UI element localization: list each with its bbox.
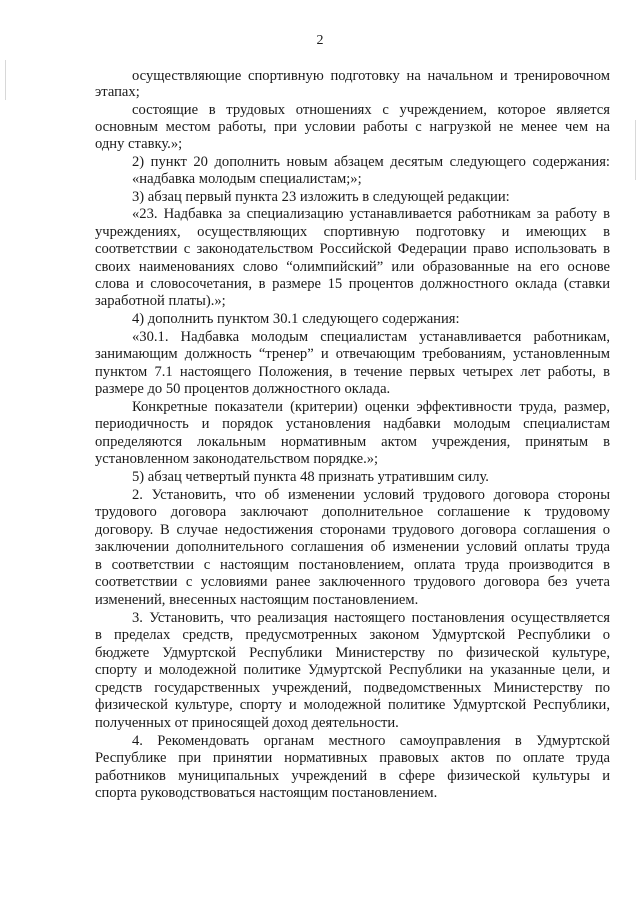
text-line: 4) дополнить пунктом 30.1 следующего содержания:: [132, 311, 460, 327]
text-line: заключении дополнительного соглашения об изменении условий оплаты труда: [95, 539, 610, 555]
text-line: учреждениях, осуществляющих спортивную подготовку и имеющих в: [95, 224, 610, 240]
text-line: физической культуре, спорту и молодежной политике Удмуртской Республики,: [95, 697, 610, 713]
text-line: работников муниципальных учреждений в сфере физической культуры и: [95, 768, 610, 784]
text-line: договору. В случае недостижения сторонами трудового договора соглашения о: [95, 522, 610, 538]
text-line: пунктом 7.1 настоящего Положения, в течение первых четырех лет работы, в: [95, 364, 610, 380]
text-line: «23. Надбавка за специализацию устанавливается работникам за работу в: [132, 206, 610, 222]
text-line: периодичность и порядок установления надбавки молодым специалистам: [95, 416, 610, 432]
text-line: Республике при принятии нормативных правовых актов по оплате труда: [95, 750, 610, 766]
text-line: в пределах средств, предусмотренных законом Удмуртской Республики о: [95, 627, 610, 643]
scan-artifact: [635, 120, 636, 180]
text-line: в соответствии с настоящим постановлением, оплата труда производится в: [95, 557, 610, 573]
text-line: спорту и молодежной политике Удмуртской Республики на указанные цели, и: [95, 662, 610, 678]
text-line: соответствии с условиями ранее заключенного трудового договора без учета: [95, 574, 610, 590]
text-line: полученных от приносящей доход деятельности.: [95, 715, 399, 731]
text-line: соответствии с законодательством Российской Федерации право использовать в: [95, 241, 610, 257]
text-line: 3) абзац первый пункта 23 изложить в следующей редакции:: [132, 189, 510, 205]
text-line: установленном законодательством порядке.»;: [95, 451, 379, 467]
text-line: этапах;: [95, 84, 140, 100]
text-line: своих наименованиях слово “олимпийский” или образованные на его основе: [95, 259, 610, 275]
text-line: определяются локальным нормативным актом учреждения, принятым в: [95, 434, 610, 450]
text-line: осуществляющие спортивную подготовку на начальном и тренировочном: [132, 68, 610, 84]
text-line: основным местом работы, при условии работы с нагрузкой не менее чем на: [95, 119, 610, 135]
text-line: одну ставку.»;: [95, 136, 183, 152]
text-line: 5) абзац четвертый пункта 48 признать утратившим силу.: [132, 469, 489, 485]
text-line: размере до 50 процентов должностного оклада.: [95, 381, 391, 397]
text-line: Конкретные показатели (критерии) оценки эффективности труда, размер,: [132, 399, 610, 415]
text-line: трудового договора заключают дополнительное соглашение к трудовому: [95, 504, 610, 520]
text-line: 3. Установить, что реализация настоящего постановления осуществляется: [132, 610, 610, 626]
text-line: «надбавка молодым специалистам;»;: [132, 171, 362, 187]
text-line: 2) пункт 20 дополнить новым абзацем десятым следующего содержания:: [132, 154, 610, 170]
text-line: спорта руководствоваться настоящим постановлением.: [95, 785, 438, 801]
scan-artifact: [5, 60, 6, 100]
text-line: заработной платы).»;: [95, 293, 226, 309]
text-line: слова и словосочетания, в размере 15 процентов должностного оклада (ставки: [95, 276, 610, 292]
text-line: 4. Рекомендовать органам местного самоуправления в Удмуртской: [132, 733, 610, 749]
text-line: 2. Установить, что об изменении условий трудового договора стороны: [132, 487, 610, 503]
text-line: изменений, внесенных настоящим постановлением.: [95, 592, 419, 608]
page-number: 2: [316, 33, 324, 48]
text-line: состоящие в трудовых отношениях с учреждением, которое является: [132, 102, 610, 118]
text-line: средств государственных учреждений, подведомственных Министерству по: [95, 680, 610, 696]
text-line: «30.1. Надбавка молодым специалистам устанавливается работникам,: [132, 329, 610, 345]
text-line: бюджете Удмуртской Республики Министерству по физической культуре,: [95, 645, 610, 661]
text-line: занимающим должность “тренер” и отвечающим требованиям, установленным: [95, 346, 610, 362]
